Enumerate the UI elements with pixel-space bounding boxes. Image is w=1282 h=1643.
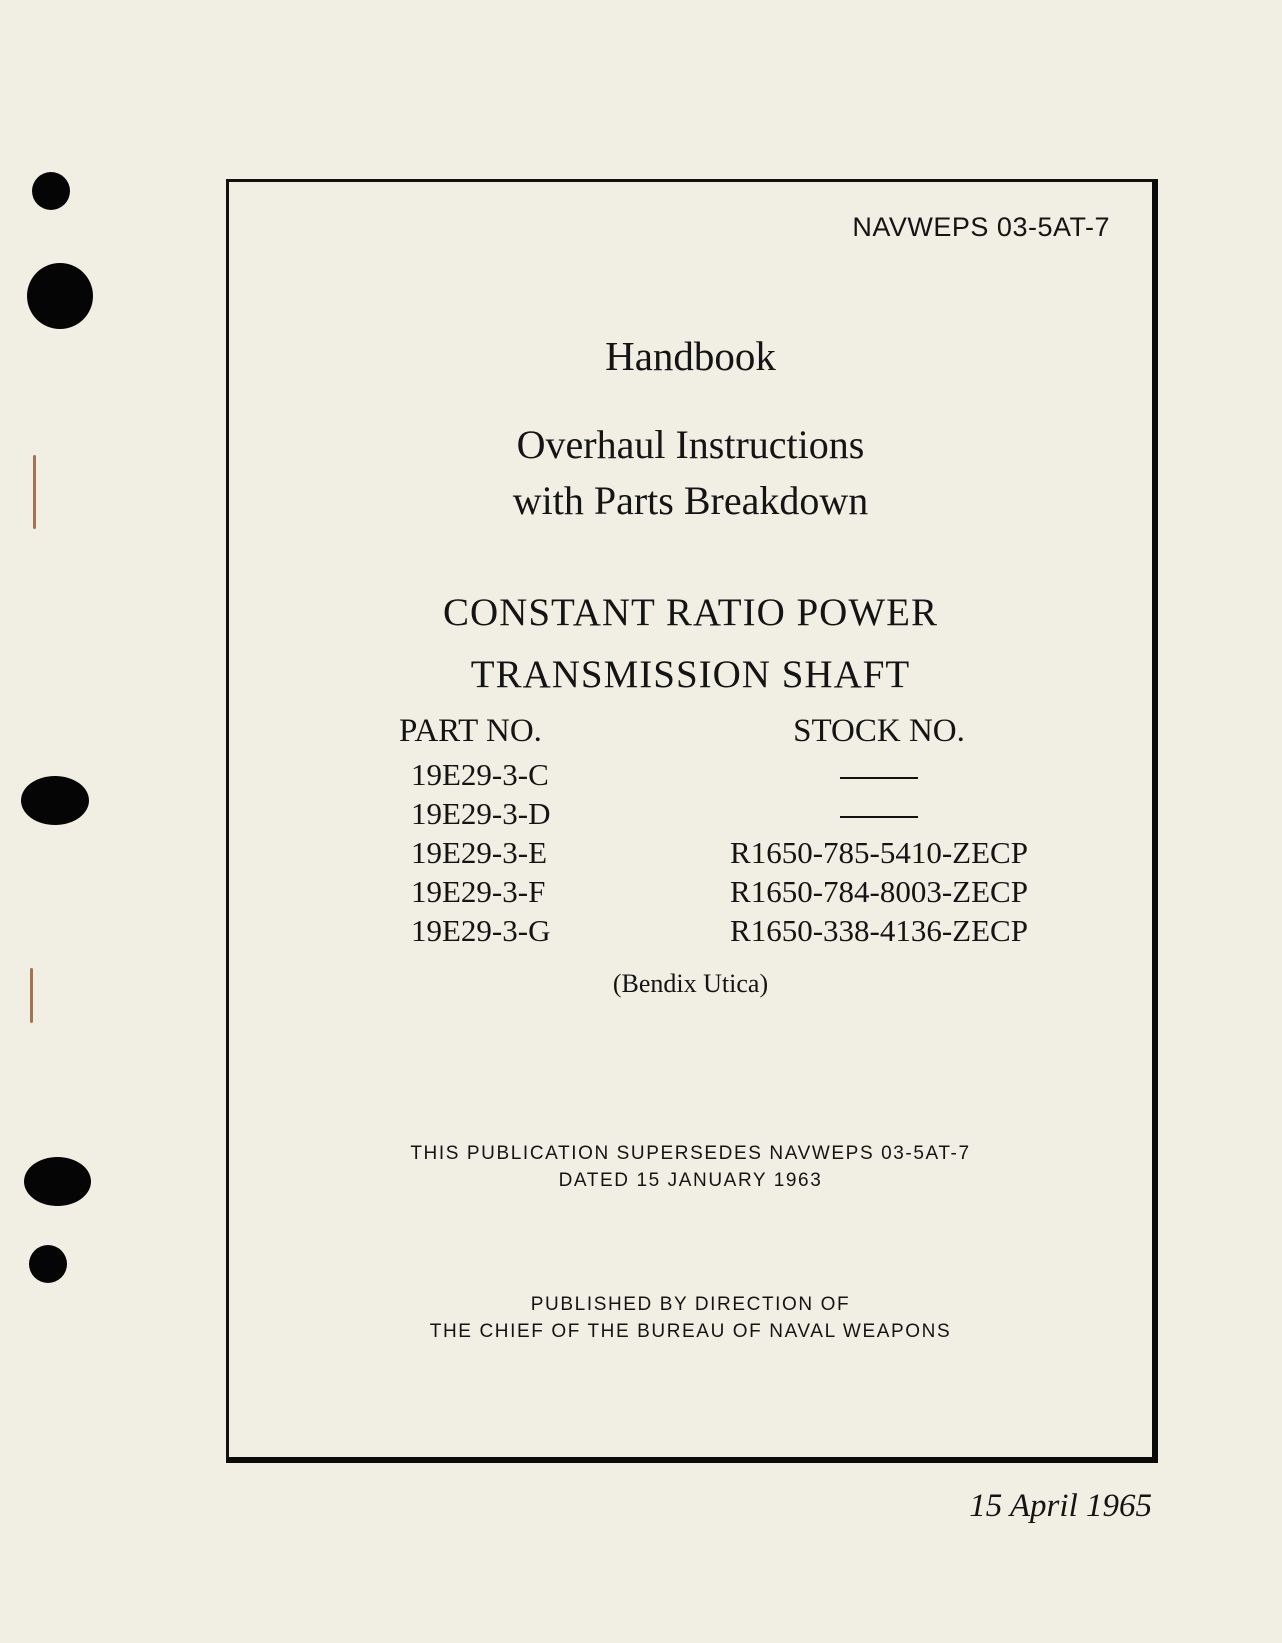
stock-number-empty <box>709 755 1049 794</box>
part-number: 19E29-3-E <box>411 835 548 870</box>
stock-number: R1650-784-8003-ZECP <box>730 874 1028 909</box>
title-line: TRANSMISSION SHAFT <box>470 653 911 696</box>
binder-hole <box>27 263 93 329</box>
title-line: CONSTANT RATIO POWER <box>442 591 938 634</box>
part-number: 19E29-3-C <box>411 757 549 792</box>
binder-hole <box>29 1245 67 1283</box>
binder-hole <box>32 172 70 210</box>
part-number: 19E29-3-D <box>411 796 551 831</box>
staple-mark <box>30 968 33 1023</box>
binder-hole <box>21 776 89 825</box>
publisher-line: THE CHIEF OF THE BUREAU OF NAVAL WEAPONS <box>429 1321 952 1342</box>
part-number-header: PART NO. <box>399 713 542 749</box>
manufacturer: (Bendix Utica) <box>612 969 769 998</box>
dash-rule <box>840 816 918 818</box>
subtitle-line: Overhaul Instructions <box>516 422 865 467</box>
supersedes-line: THIS PUBLICATION SUPERSEDES NAVWEPS 03-5AT-7 <box>410 1143 971 1164</box>
supersedes-line: DATED 15 JANUARY 1963 <box>558 1170 823 1191</box>
part-number-column <box>399 712 589 950</box>
staple-mark <box>33 455 36 529</box>
publication-date: 15 April 1965 <box>969 1488 1152 1524</box>
publisher-notice <box>229 1291 1152 1345</box>
part-number: 19E29-3-G <box>411 913 551 948</box>
part-number: 19E29-3-F <box>411 874 546 909</box>
handbook-label: Handbook <box>605 333 776 379</box>
cover-frame <box>226 179 1158 1463</box>
subtitle-line: with Parts Breakdown <box>512 478 869 523</box>
stock-number-empty <box>709 794 1049 833</box>
subtitle <box>229 417 1152 529</box>
supersedes-notice <box>229 1140 1152 1194</box>
document-number: NAVWEPS 03-5AT-7 <box>852 212 1110 242</box>
stock-number: R1650-338-4136-ZECP <box>730 913 1028 948</box>
binder-hole <box>24 1157 91 1206</box>
stock-number: R1650-785-5410-ZECP <box>730 835 1028 870</box>
dash-rule <box>840 777 918 779</box>
stock-number-header: STOCK NO. <box>793 713 965 749</box>
document-title <box>229 582 1152 706</box>
publisher-line: PUBLISHED BY DIRECTION OF <box>530 1294 851 1315</box>
stock-number-column <box>709 712 1049 950</box>
